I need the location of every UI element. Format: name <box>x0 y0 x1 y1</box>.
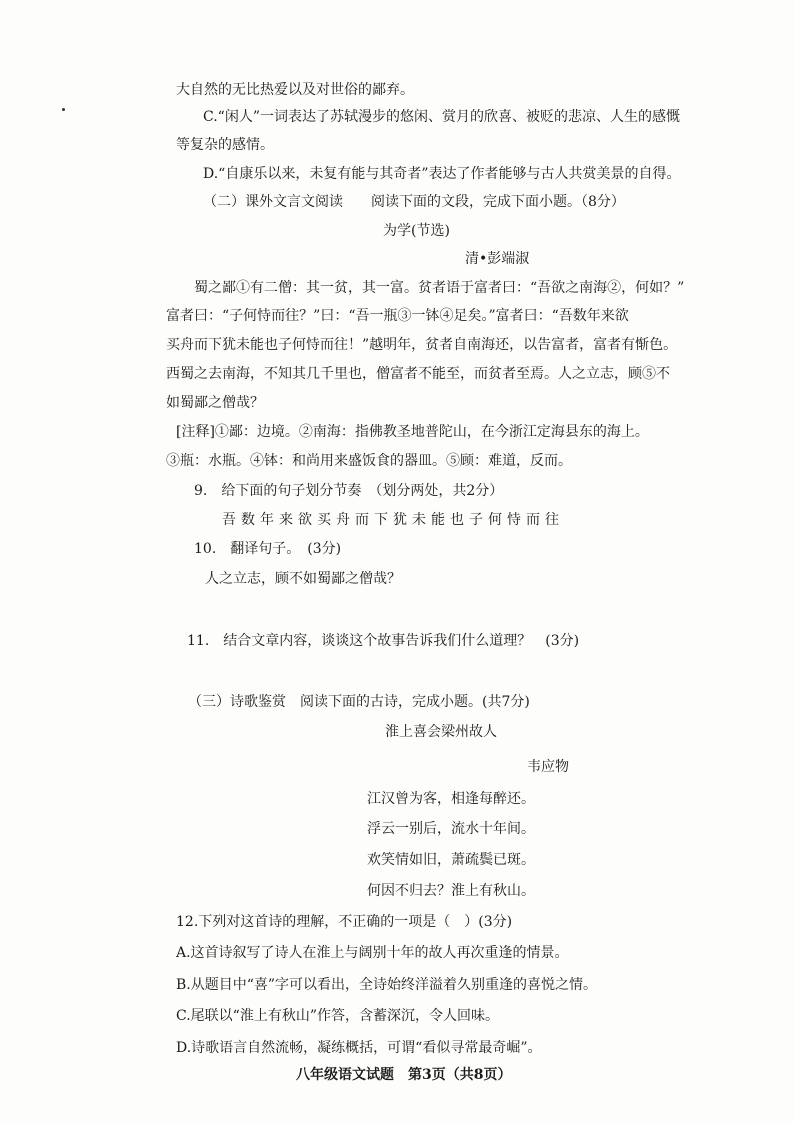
section-3-header: （三）诗歌鉴赏 阅读下面的古诗，完成小题。(共7分) <box>188 694 530 710</box>
passage-author: 清•彭端淑 <box>465 251 530 267</box>
section-2-header: （二）课外文言文阅读 阅读下面的文段，完成下面小题。（8分） <box>203 194 625 210</box>
poem-title: 淮上喜会梁州故人 <box>385 724 497 740</box>
poem-line-3: 欢笑情如旧，萧疏鬓已斑。 <box>367 852 535 868</box>
poem-line-4: 何因不归去？淮上有秋山。 <box>367 883 535 899</box>
question-9-sentence: 吾数年来欲买舟而下犹未能也子何恃而往 <box>222 512 564 528</box>
note-line-2: ③瓶：水瓶。④钵：和尚用来盛饭食的器皿。⑤顾：难道，反而。 <box>166 453 572 469</box>
question-10: 10. 翻译句子。 (3分) <box>194 541 342 557</box>
question-12-option-a: A.这首诗叙写了诗人在淮上与阔别十年的故人再次重逢的情景。 <box>176 945 569 961</box>
passage-title: 为学(节选) <box>383 223 450 239</box>
note-line-1: [注释]①鄙：边境。②南海：指佛教圣地普陀山，在今浙江定海县东的海上。 <box>176 424 649 440</box>
question-12-option-c: C.尾联以“淮上有秋山”作答，含蓄深沉，令人回味。 <box>176 1008 499 1024</box>
poem-line-2: 浮云一别后，流水十年间。 <box>367 821 535 837</box>
question-12: 12.下列对这首诗的理解，不正确的一项是（ ）(3分) <box>176 914 513 930</box>
line-top: 大自然的无比热爱以及对世俗的鄙弃。 <box>176 82 414 98</box>
poem-author: 韦应物 <box>527 759 569 775</box>
passage-line-1: 蜀之鄙①有二僧：其一贫，其一富。贫者语于富者曰：“吾欲之南海②，何如？” <box>194 280 685 296</box>
option-c-line1: C.“闲人”一词表达了苏轼漫步的悠闲、赏月的欣喜、被贬的悲凉、人生的感慨 <box>203 109 680 125</box>
question-9: 9. 给下面的句子划分节奏 （划分两处，共2分） <box>194 483 504 499</box>
passage-line-2: 富者曰：“子何恃而往？”曰：“吾一瓶③一钵④足矣。”富者曰：“吾数年来欲 <box>166 308 629 324</box>
question-12-option-b: B.从题目中“喜”字可以看出，全诗始终洋溢着久别重逢的喜悦之情。 <box>176 977 598 993</box>
poem-line-1: 江汉曾为客，相逢每醉还。 <box>367 791 535 807</box>
option-c-line2: 等复杂的感情。 <box>176 137 274 153</box>
scan-speck <box>62 108 65 111</box>
question-11: 11. 结合文章内容，谈谈这个故事告诉我们什么道理？ (3分) <box>187 633 580 649</box>
passage-line-3: 买舟而下犹未能也子何恃而往！”越明年，贫者自南海还，以告富者，富者有惭色。 <box>166 337 678 353</box>
page-footer: 八年级语文试题 第3页（共8页） <box>296 1067 512 1083</box>
option-d: D.“自康乐以来，未复有能与其奇者”表达了作者能够与古人共赏美景的自得。 <box>203 166 681 182</box>
question-12-option-d: D.诗歌语言自然流畅，凝练概括，可谓“看似寻常最奇崛”。 <box>176 1040 542 1056</box>
question-10-sentence: 人之立志，顾不如蜀鄙之僧哉？ <box>205 571 401 587</box>
passage-line-5: 如蜀鄙之僧哉？ <box>166 395 264 411</box>
passage-line-4: 西蜀之去南海，不知其几千里也，僧富者不能至，而贫者至焉。人之立志，顾⑤不 <box>166 366 670 382</box>
